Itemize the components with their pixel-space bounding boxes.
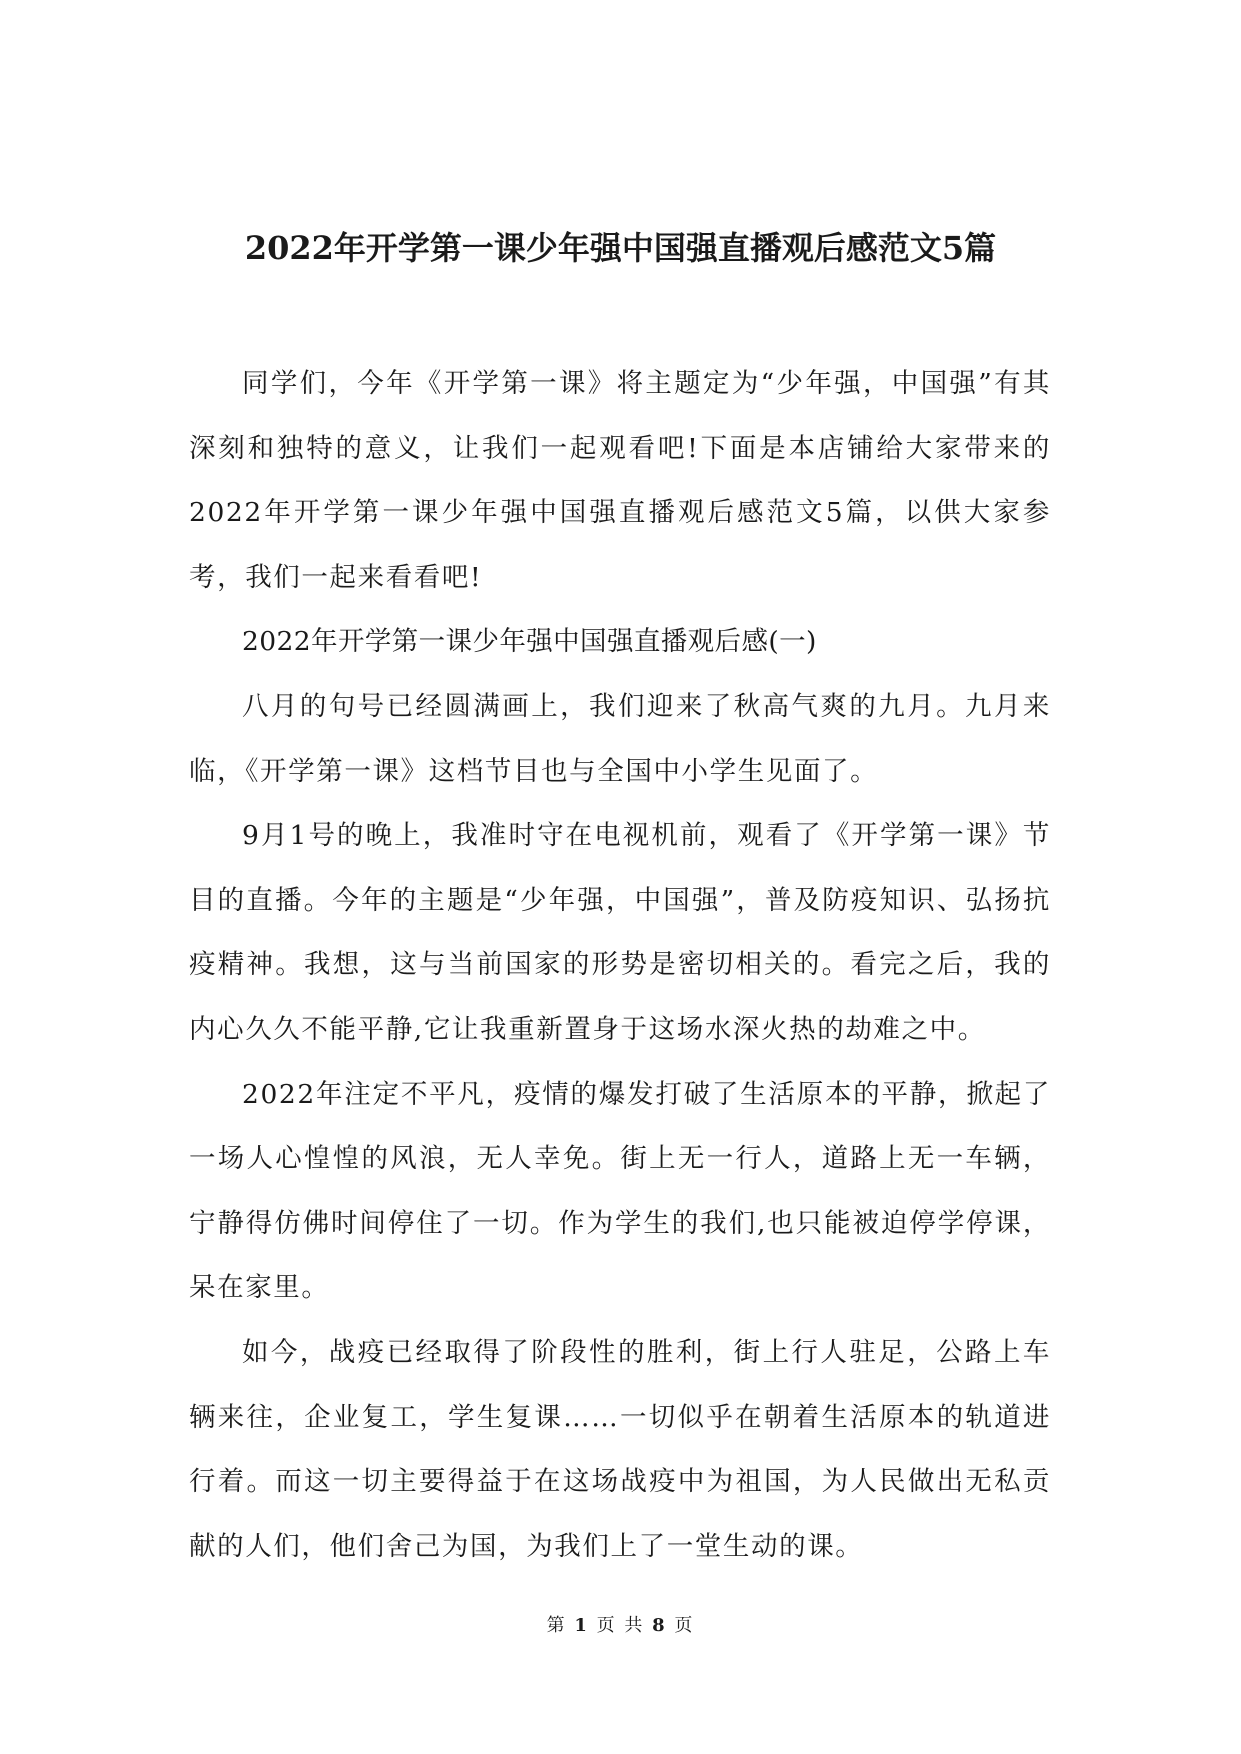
intro-paragraph: 同学们，今年《开学第一课》将主题定为“少年强，中国强”有其深刻和独特的意义，让我们一起观看吧!下面是本店铺给大家带来的2022年开学第一课少年强中国强直播观后感范文5篇，以供大家参考，我们一起来看看吧! <box>189 368 1051 593</box>
section-heading: 2022年开学第一课少年强中国强直播观后感(一) <box>242 626 817 658</box>
body-paragraph: 9月1号的晚上，我准时守在电视机前，观看了《开学第一课》节目的直播。今年的主题是“少年强，中国强”，普及防疫知识、弘扬抗疫精神。我想，这与当前国家的形势是密切相关的。看完之后，我的内心久久不能平静,它让我重新置身于这场水深火热的劫难之中。 <box>189 820 1051 1045</box>
document-body <box>189 352 1051 1579</box>
footer-prefix: 第 <box>546 1615 567 1636</box>
body-paragraph: 八月的句号已经圆满画上，我们迎来了秋高气爽的九月。九月来临，《开学第一课》这档节目也与全国中小学生见面了。 <box>189 690 1051 787</box>
page-footer <box>0 1614 1241 1638</box>
footer-suffix: 页 <box>674 1615 695 1636</box>
document-title: 2022年开学第一课少年强中国强直播观后感范文5篇 <box>244 229 997 267</box>
body-paragraph: 如今，战疫已经取得了阶段性的胜利，街上行人驻足，公路上车辆来往，企业复工，学生复课……一切似乎在朝着生活原本的轨道进行着。而这一切主要得益于在这场战疫中为祖国，为人民做出无私贡献的人们，他们舍己为国，为我们上了一堂生动的课。 <box>189 1336 1051 1562</box>
footer-middle: 页 共 <box>596 1615 645 1636</box>
current-page-number: 1 <box>574 1615 589 1636</box>
total-page-count: 8 <box>652 1615 667 1636</box>
body-paragraph: 2022年注定不平凡，疫情的爆发打破了生活原本的平静，掀起了一场人心惶惶的风浪，无人幸免。街上无一行人，道路上无一车辆，宁静得仿佛时间停住了一切。作为学生的我们,也只能被迫停学停课，呆在家里。 <box>189 1078 1051 1304</box>
